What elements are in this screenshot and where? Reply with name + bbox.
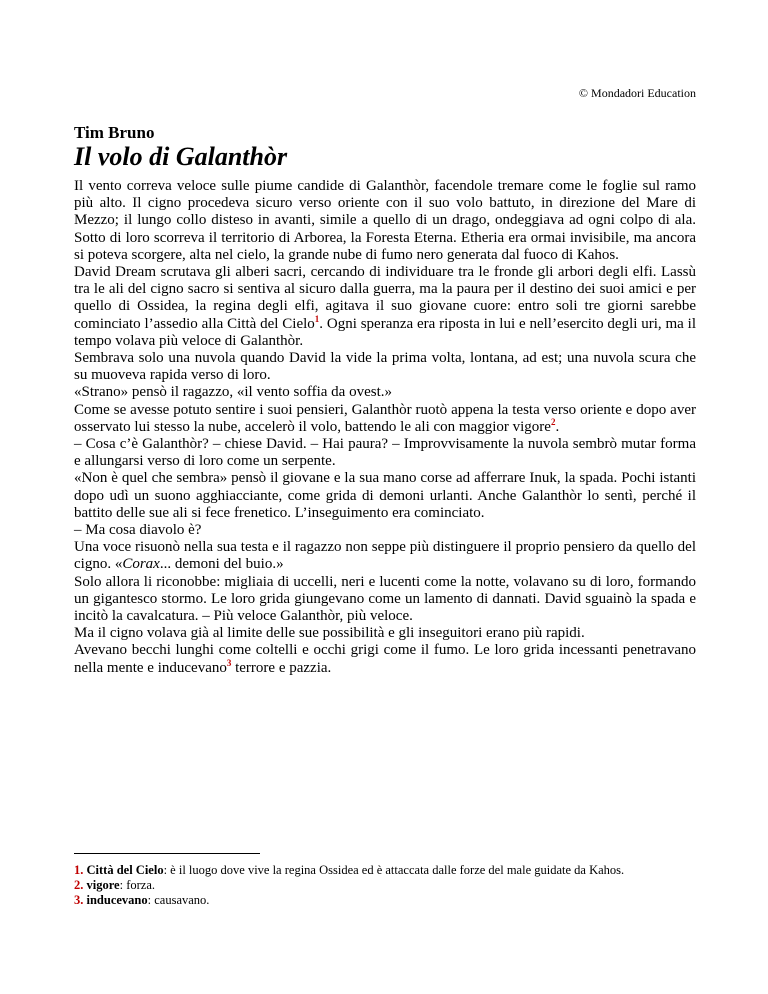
paragraph: – Ma cosa diavolo è? — [74, 522, 202, 539]
paragraph — [74, 402, 696, 436]
paragraph: «Strano» pensò il ragazzo, «il vento soffia da ovest.» — [74, 384, 392, 401]
paragraph: – Cosa c’è Galanthòr? – chiese David. – Hai paura? – Improvvisamente la nuvola sembrò mutar forma e allungarsi verso di loro come un serpente. — [74, 436, 696, 470]
paragraph-text: Avevano becchi lunghi come coltelli e occhi grigi come il fumo. Le loro grida incessanti penetravano nella mente e inducevano — [74, 642, 696, 676]
paragraph — [74, 264, 696, 350]
footnote — [74, 893, 696, 908]
copyright-notice: © Mondadori Education — [578, 86, 696, 100]
paragraph: Il vento correva veloce sulle piume candide di Galanthòr, facendole tremare come le foglie sul ramo più alto. Il cigno procedeva sicuro verso oriente con il suo volo battuto, in direzione del Mare di Mezzo; il lungo collo disteso in avanti, simile a quello di un drago, ondeggiava ad ogni colpo di ala. Sotto di loro scorreva il territorio di Arborea, la Foresta Eterna. Etheria era ormai invisibile, ma ancora si poteva scorgere, alta nel cielo, la grande nube di fumo nero generata dal fuoco di Kahos. — [74, 178, 696, 263]
footnote-number: 1. — [74, 863, 84, 877]
story-title: Il volo di Galanthòr — [74, 142, 288, 171]
paragraph-text: . Ogni speranza era riposta in lui e nell’esercito degli uri, ma il tempo volava più veloce di Galanthòr. — [74, 315, 696, 349]
footnote-marker-1[interactable]: 1 — [314, 313, 320, 324]
story-body — [74, 178, 696, 677]
paragraph-text: David Dream scrutava gli alberi sacri, cercando di individuare tra le fronde gli arbori degli elfi. Lassù tra le ali del cigno sacro si sentiva al sicuro dalla guerra, ma la paura per il destino dei suoi amici e per quello di Ossidea, la regina degli elfi, agitava il suo giovane cuore: entro soli tre giorni sarebbe cominciato l’assedio alla Città del Cielo — [74, 264, 696, 332]
paragraph-text: terrore e pazzia. — [231, 659, 332, 676]
footnote-term: vigore — [86, 878, 120, 892]
paragraph-text: . — [555, 418, 560, 435]
paragraph: «Non è quel che sembra» pensò il giovane e la sua mano corse ad afferrare Inuk, la spada. Pochi istanti dopo udì un suono agghiacciante, come grida di demoni urlanti. Anche Galanthòr lo sentì, perché il battito delle sue ali si fece frenetico. L’inseguimento era cominciato. — [74, 470, 696, 521]
footnote-marker-2[interactable]: 2 — [550, 416, 556, 427]
paragraph-text: ... demoni del buio.» — [159, 556, 284, 573]
footnote-definition: : causavano. — [147, 893, 210, 907]
footnote-marker-3[interactable]: 3 — [226, 657, 232, 668]
paragraph — [74, 642, 696, 676]
paragraph: Ma il cigno volava già al limite delle sue possibilità e gli inseguitori erano più rapidi. — [74, 625, 585, 642]
paragraph-text: Come se avesse potuto sentire i suoi pensieri, Galanthòr ruotò appena la testa verso oriente e dopo aver osservato lui stesso la nube, accelerò il volo, battendo le ali con maggior vigore — [74, 401, 696, 435]
paragraph — [74, 539, 696, 573]
footnotes — [74, 863, 696, 908]
footnote-term: inducevano — [86, 893, 148, 907]
author-name: Tim Bruno — [74, 123, 155, 142]
paragraph: Sembrava solo una nuvola quando David la vide la prima volta, lontana, ad est; una nuvola scura che su muoveva rapida verso di loro. — [74, 350, 696, 384]
footnote-divider — [74, 853, 260, 854]
footnote-number: 2. — [74, 878, 84, 892]
footnote-number: 3. — [74, 893, 84, 907]
paragraph-text: Una voce risuonò nella sua testa e il ragazzo non seppe più distinguere il proprio pensiero da quello del cigno. « — [74, 539, 696, 573]
footnote — [74, 863, 696, 878]
footnote-definition: : è il luogo dove vive la regina Ossidea ed è attaccata dalle forze del male guidate da Kahos. — [163, 863, 625, 877]
footnote-definition: : forza. — [119, 878, 155, 892]
paragraph: Solo allora li riconobbe: migliaia di uccelli, neri e lucenti come la notte, volavano su di loro, formando un gigantesco stormo. Le loro grida giungevano come un lamento di dannati. David sguainò la spada e incitò la cavalcatura. – Più veloce Galanthòr, più veloce. — [74, 573, 696, 625]
italic-word: Corax — [122, 556, 160, 573]
footnote-term: Città del Cielo — [86, 863, 164, 877]
footnote — [74, 878, 696, 893]
